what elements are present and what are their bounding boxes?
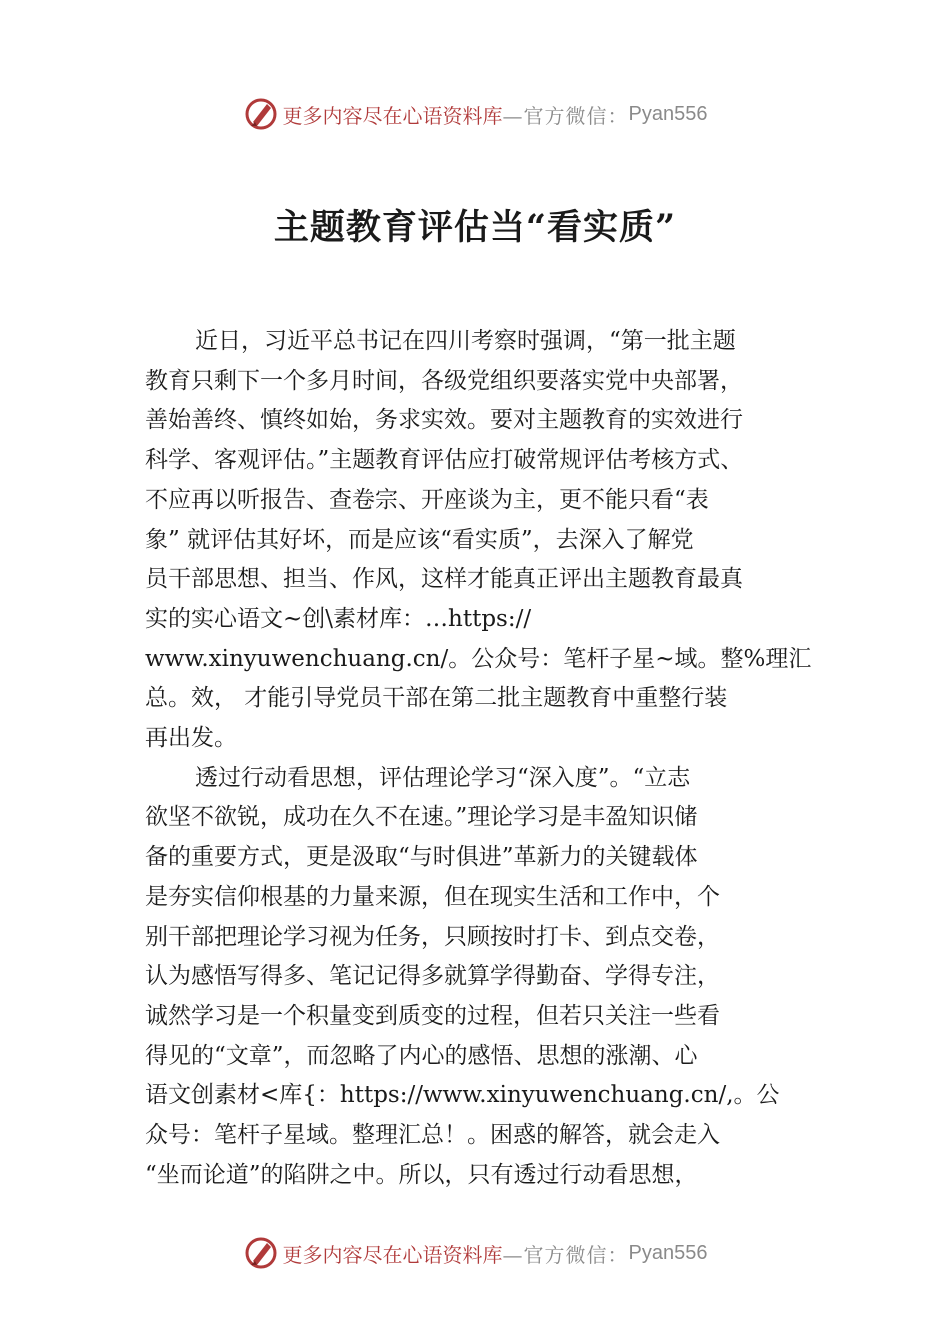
banner-wechat-id: Pyan556 (628, 102, 708, 125)
banner-wechat-id: Pyan556 (628, 1241, 708, 1264)
body-line: 诚然学习是一个积量变到质变的过程，但若只关注一些看 (145, 1002, 720, 1029)
body-line: 实的实心语文~创\素材库：…https:// (145, 605, 532, 632)
body-line: 透过行动看思想，评估理论学习“深入度”。“立志 (195, 764, 691, 791)
pen-logo-icon (243, 1235, 279, 1271)
header-banner (0, 92, 950, 136)
footer-banner (0, 1231, 950, 1275)
body-line: 科学、客观评估。”主题教育评估应打破常规评估考核方式、 (145, 447, 744, 474)
pen-logo-icon (243, 96, 279, 132)
body-line: 认为感悟写得多、笔记记得多就算学得勤奋、学得专注， (145, 963, 720, 990)
banner-slogan: 更多内容尽在心语资料库 (282, 103, 503, 128)
banner-wechat-label: —官方微信： (502, 1242, 629, 1267)
body-line: 教育只剩下一个多月时间，各级党组织要落实党中央部署， (145, 367, 743, 394)
body-line: 欲坚不欲锐，成功在久不在速。”理论学习是丰盈知识储 (145, 804, 698, 831)
body-line: 不应再以听报告、查卷宗、开座谈为主，更不能只看“表 (145, 486, 709, 513)
body-line: www.xinyuwenchuang.cn/。公众号：笔杆子星~域。整%理汇 (145, 645, 812, 672)
document-title: 主题教育评估当“看实质” (273, 207, 677, 248)
banner-wechat-label: —官方微信： (502, 103, 629, 128)
body-line: 善始善终、慎终如始，务求实效。要对主题教育的实效进行 (145, 407, 743, 434)
banner-slogan: 更多内容尽在心语资料库 (282, 1242, 503, 1267)
body-line: 众号：笔杆子星域。整理汇总！。困惑的解答，就会走入 (145, 1122, 720, 1149)
document-body (145, 322, 815, 1195)
body-line: 再出发。 (145, 725, 237, 752)
body-line: 语文创素材<库{：https://www.xinyuwenchuang.cn/,。公 (145, 1082, 780, 1109)
body-line: 象” 就评估其好坏，而是应该“看实质”，去深入了解党 (145, 526, 694, 553)
body-line: 备的重要方式，更是汲取“与时俱进”革新力的关键载体 (145, 844, 698, 871)
body-line: 近日，习近平总书记在四川考察时强调，“第一批主题 (195, 328, 736, 354)
body-line: 别干部把理论学习视为任务，只顾按时打卡、到点交卷， (145, 923, 720, 950)
body-line: 是夯实信仰根基的力量来源，但在现实生活和工作中，个 (145, 883, 720, 910)
body-line: “坐而论道”的陷阱之中。所以，只有透过行动看思想， (145, 1161, 698, 1188)
body-line: 员干部思想、担当、作风，这样才能真正评出主题教育最真 (145, 566, 743, 593)
body-line: 得见的“文章”，而忽略了内心的感悟、思想的涨潮、心 (145, 1042, 698, 1069)
body-line: 总。效， 才能引导党员干部在第二批主题教育中重整行装 (145, 685, 728, 712)
